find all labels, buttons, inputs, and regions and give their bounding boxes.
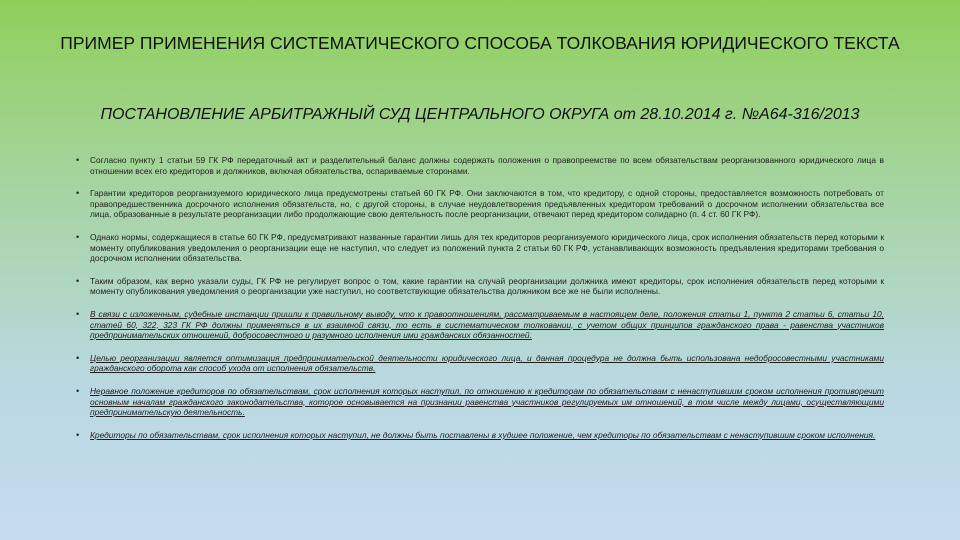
bullet-item: • Неравное положение кредиторов по обязательствам, срок исполнения которых наступил, по отношению к кредиторам по обязательствам с ненаступившим сроком исполнения противоречит основным началам гражданского законодательства, которое основывается на признании равенства участников регулируемых им отношений, в том числе между лицами, осуществляющими предпринимательскую деятельность.	[76, 386, 884, 418]
bullet-item: • Согласно пункту 1 статьи 59 ГК РФ передаточный акт и разделительный баланс должны содержать положения о правопреемстве по всем обязательствам реорганизованного юридического лица в отношении всех его кредиторов и должников, включая обязательства, оспариваемые сторонами.	[76, 155, 884, 176]
slide-subtitle: ПОСТАНОВЛЕНИЕ АРБИТРАЖНЫЙ СУД ЦЕНТРАЛЬНОГО ОКРУГА от 28.10.2014 г. №А64-316/2013	[100, 106, 860, 123]
bullet-item: • В связи с изложенным, судебные инстанции пришли к правильному выводу, что к правоотношениям, рассматриваемым в настоящем деле, положения статьи 1, пункта 2 статьи 6, статьи 10, статей 60, 322, 323 ГК РФ должны применяться в их взаимной связи, то есть в систематическом толковании, с учетом общих принципов гражданского права - равенства участников предпринимательских отношений, добросовестного и разумного исполнения ими гражданских обязанностей.	[76, 309, 884, 341]
bullet-item: • Таким образом, как верно указали суды, ГК РФ не регулирует вопрос о том, какие гарантии на случай реорганизации должника имеют кредиторы, срок исполнения обязательств перед которыми к моменту опубликования уведомления о реорганизации уже наступил, но соответствующие обязательства должником все же не были исполнены.	[76, 276, 884, 297]
bullet-item: • Кредиторы по обязательствам, срок исполнения которых наступил, не должны быть поставлены в худшее положение, чем кредиторы по обязательствам с ненаступившим сроком исполнения.	[76, 430, 884, 441]
bullet-list	[76, 155, 884, 452]
slide-title: ПРИМЕР ПРИМЕНЕНИЯ СИСТЕМАТИЧЕСКОГО СПОСОБА ТОЛКОВАНИЯ ЮРИДИЧЕСКОГО ТЕКСТА	[60, 33, 900, 53]
bullet-item: • Однако нормы, содержащиеся в статье 60 ГК РФ, предусматривают названные гарантии лишь для тех кредиторов реорганизуемого юридического лица, срок исполнения обязательств перед которыми к моменту опубликования уведомления о реорганизации еще не наступил, что следует из положений пункта 2 статьи 60 ГК РФ, устанавливающих возможность предъявления кредиторами требования о досрочном исполнении обязательства.	[76, 232, 884, 264]
bullet-item: • Целью реорганизации является оптимизация предпринимательской деятельности юридического лица, и данная процедура не должна быть использована недобросовестными участниками гражданского оборота как способ ухода от исполнения обязательств.	[76, 353, 884, 374]
bullet-item: • Гарантии кредиторов реорганизуемого юридического лица предусмотрены статьей 60 ГК РФ. Они заключаются в том, что кредитору, с одной стороны, предоставляется возможность потребовать от правопредшественника досрочного исполнения обязательств, но, с другой стороны, в случае неудовлетворения предъявленных кредитором требований о досрочном исполнении обязательства все лица, образованные в результате реорганизации либо продолжающие свою деятельность после реорганизации, отвечают перед кредитором солидарно (п. 4 ст. 60 ГК РФ).	[76, 188, 884, 220]
